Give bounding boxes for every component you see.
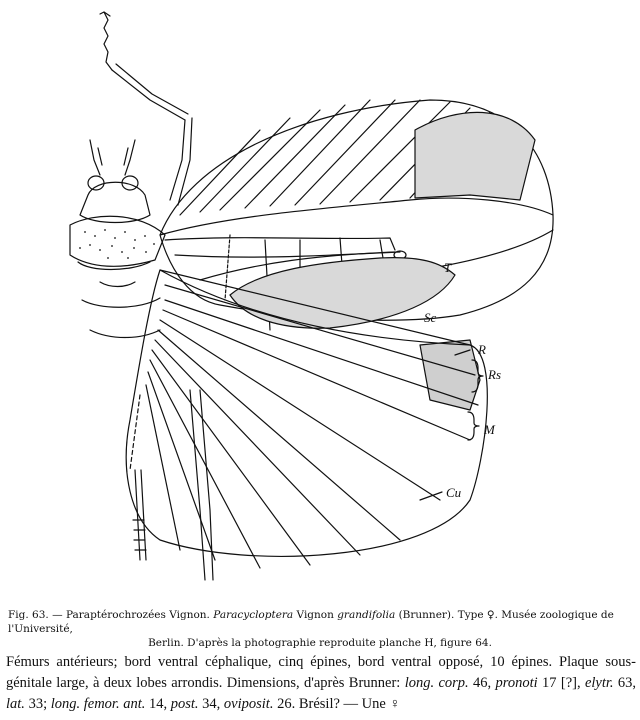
caption-fig-num: Fig. 63.: [8, 609, 49, 621]
foreleg: [100, 12, 192, 205]
label-rs: Rs: [488, 367, 501, 382]
pronotum-dots: [79, 229, 155, 259]
m-brace: [468, 412, 479, 440]
head: [80, 140, 150, 223]
caption-line2: Berlin. D'après la photographie reproduite planche H, figure 64.: [148, 637, 492, 649]
label-cu: Cu: [446, 485, 462, 500]
label-t: T: [444, 260, 452, 275]
shaded-regions: [230, 112, 535, 410]
pronotum: [70, 216, 165, 266]
abdomen: [78, 262, 160, 338]
caption-species: grandifolia: [337, 609, 396, 621]
ovipositor: [133, 390, 213, 580]
body-paragraph: Fémurs antérieurs; bord ventral céphalique, cinq épines, bord ventral opposé, 10 épines. Plaque sous-génitale large, à deux lobes arrondis. Dimensions, d'après Brunner: long. corp. 46, pronoti 17 [?], elytr. 63, lat. 33; long. femor. ant. 14, post. 34, oviposit. 26. Brésil? — Une ♀: [6, 654, 637, 712]
figure-caption: Fig. 63. — Paraptérochrozées Vignon. Paracycloptera Vignon grandifolia (Brunner). Type ♀. Musée zoologique de l'Université, Berlin. D'après la photographie reproduite planche H, figure 64.: [8, 608, 632, 650]
label-sc: Sc: [424, 310, 437, 325]
label-r: R: [478, 342, 486, 357]
caption-genus: Paracycloptera: [213, 609, 294, 621]
label-m: M: [484, 422, 495, 437]
